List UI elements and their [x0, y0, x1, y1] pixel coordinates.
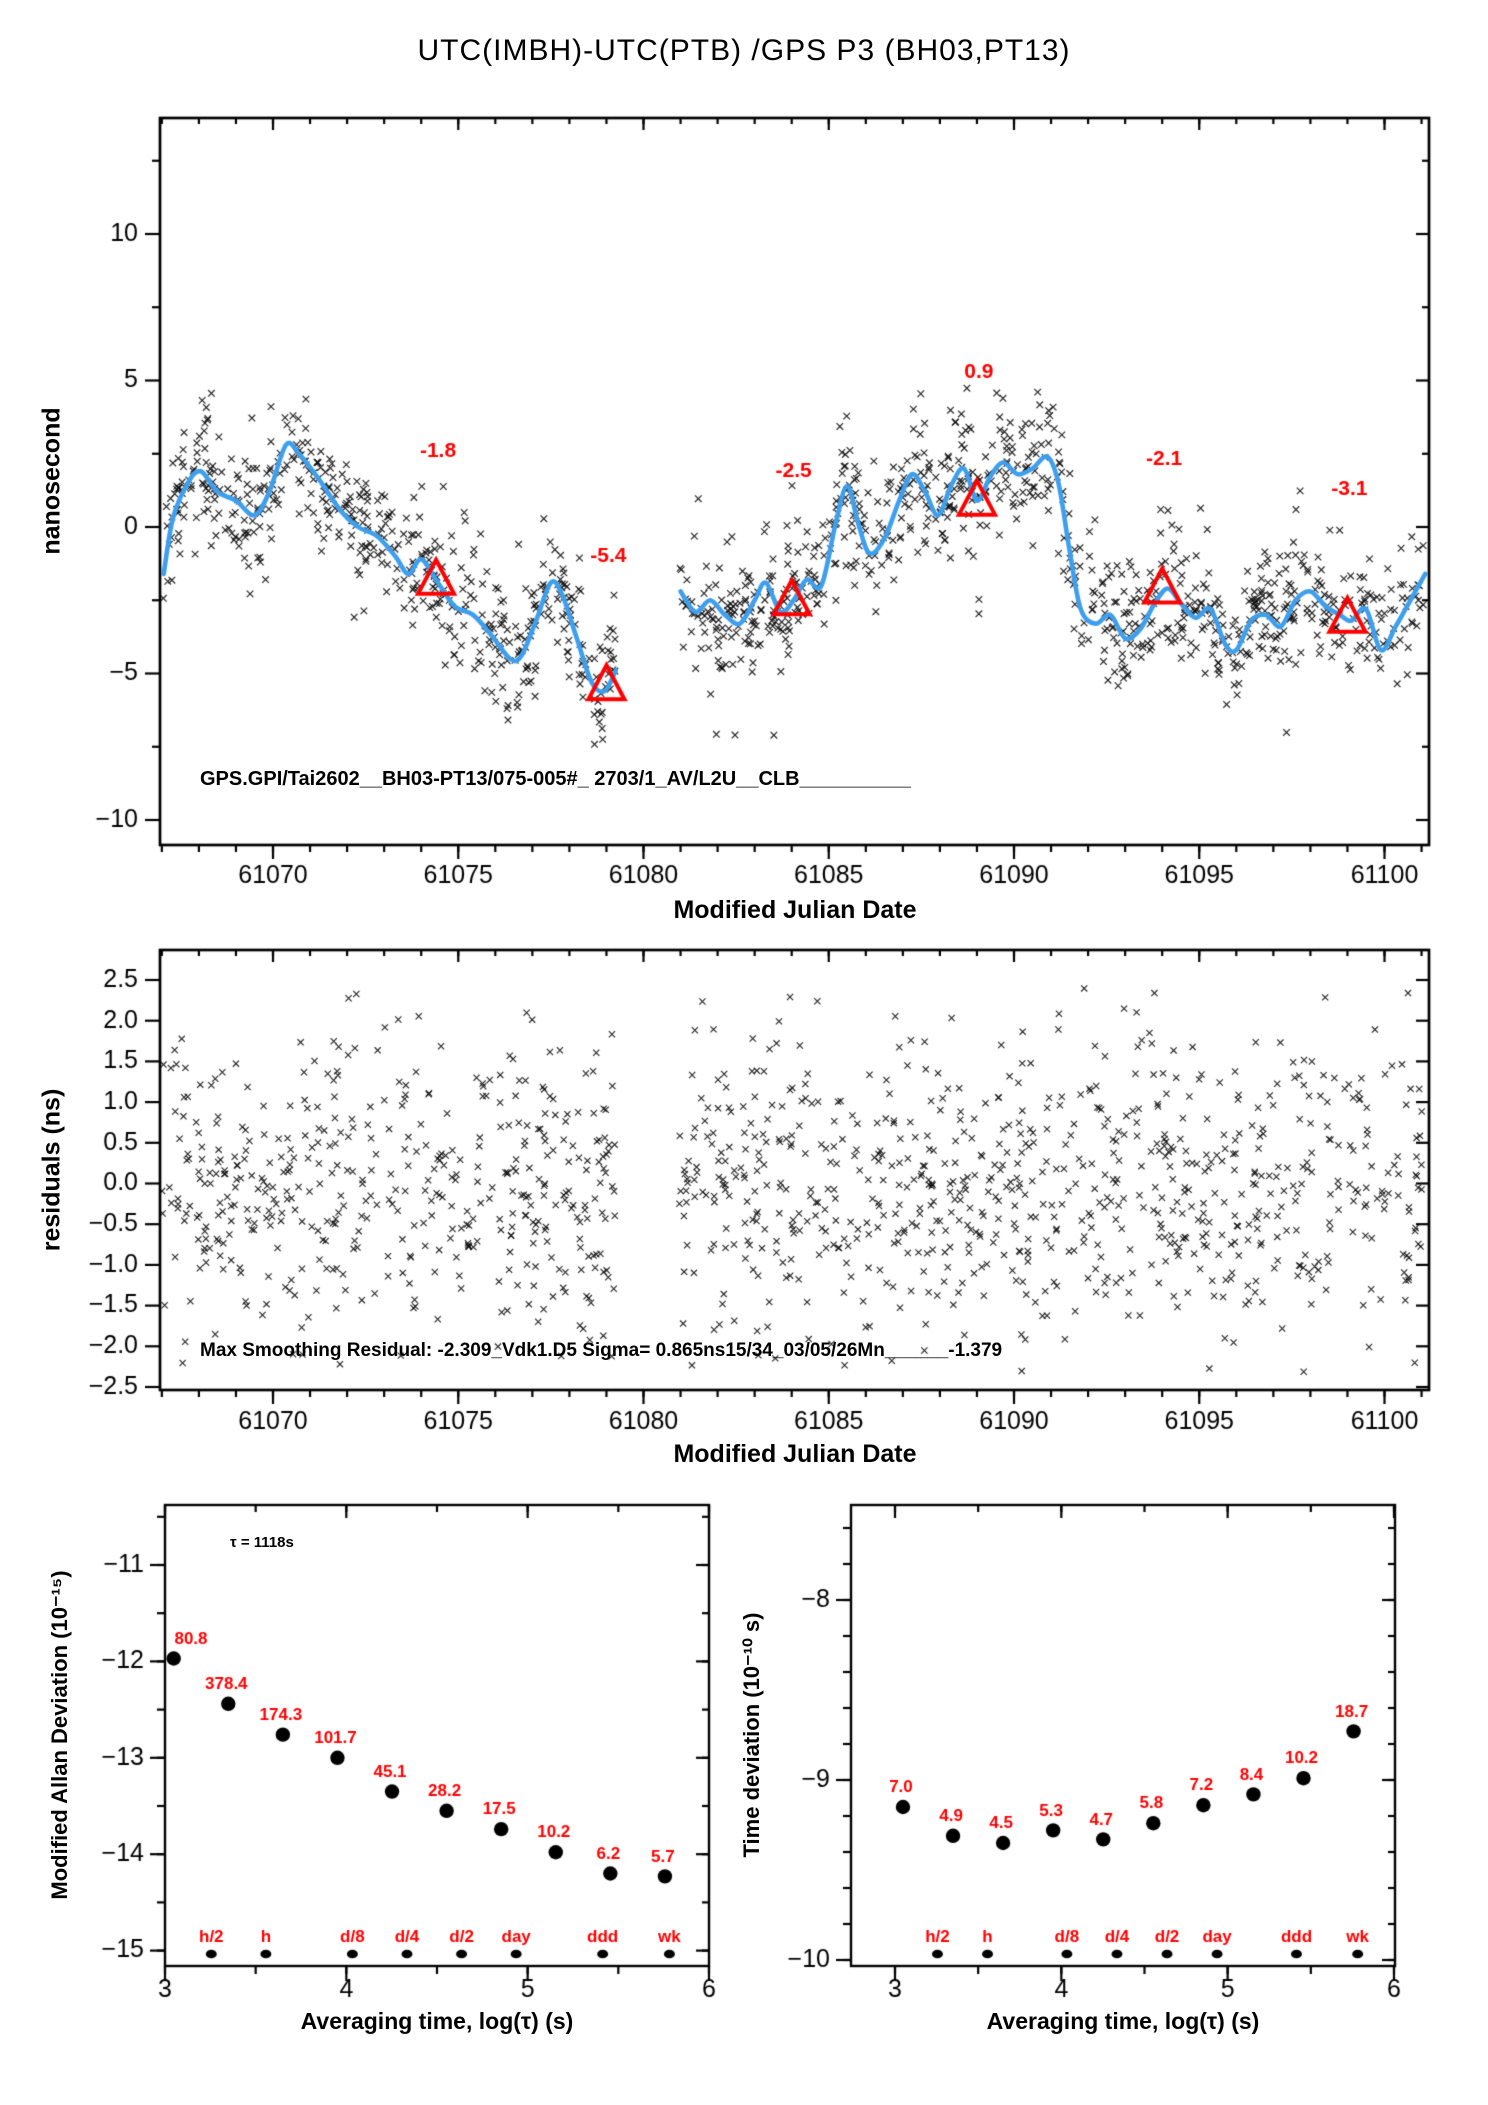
tdev-x-axis-label: Averaging time, log(τ) (s) [986, 2008, 1260, 2034]
residuals-y-axis-label: residuals (ns) [37, 1088, 66, 1252]
mdev-y-axis-label: Modified Allan Deviation (10⁻¹⁵) [47, 1570, 72, 1900]
phase-y-axis-label: nanosecond [37, 407, 66, 555]
phase-x-axis-label: Modified Julian Date [673, 896, 917, 924]
residuals-annotation: Max Smoothing Residual: -2.309_Vdk1.D5 Sigma= 0.865ns15/34_03/05/26Mn______-1.379 [200, 1340, 1003, 1361]
mdev-tau-annotation: τ = 1118s [230, 1534, 294, 1551]
residuals-x-axis-label: Modified Julian Date [673, 1440, 917, 1468]
tdev-y-axis-label: Time deviation (10⁻¹⁰ s) [739, 1612, 764, 1858]
page-title: UTC(IMBH)-UTC(PTB) /GPS P3 (BH03,PT13) [417, 34, 1071, 67]
mdev-x-axis-label: Averaging time, log(τ) (s) [300, 2008, 574, 2034]
phase-footer-annotation: GPS.GPI/Tai2602__BH03-PT13/075-005#_ 2703/1_AV/L2U__CLB__________ [200, 768, 911, 790]
